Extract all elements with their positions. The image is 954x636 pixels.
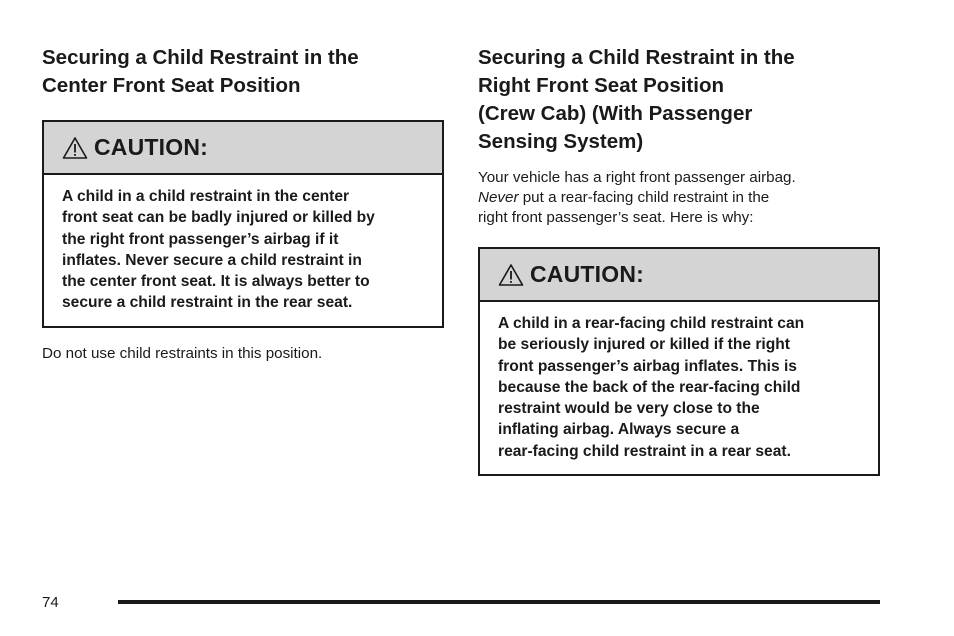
caution-title: CAUTION: bbox=[94, 134, 209, 160]
intro-paragraph bbox=[478, 168, 880, 228]
left-column bbox=[42, 44, 444, 364]
caution-title: CAUTION: bbox=[530, 261, 645, 287]
note-text: Do not use child restraints in this position. bbox=[42, 344, 323, 362]
caution-box-center-seat bbox=[42, 120, 444, 328]
section-heading-center-seat: Securing a Child Restraint in the Center Front Seat Position bbox=[42, 46, 359, 97]
section-heading-right-seat: Securing a Child Restraint in the Right Front Seat Position (Crew Cab) (With Passenger Sensing System) bbox=[478, 46, 795, 153]
footer-rule bbox=[118, 600, 880, 604]
page-number: 74 bbox=[42, 594, 59, 611]
caution-body: A child in a child restraint in the center front seat can be badly injured or killed by the right front passenger’s airbag if it inflates. Never secure a child restraint in the center front seat. It is always better to secure a child restraint in the rear seat. bbox=[62, 188, 375, 312]
intro-emphasis: Never bbox=[478, 189, 519, 206]
caution-header bbox=[44, 122, 442, 175]
page-footer bbox=[42, 593, 880, 613]
intro-line-1: Your vehicle has a right front passenger airbag. bbox=[478, 169, 796, 186]
warning-triangle-icon bbox=[62, 136, 88, 160]
intro-rest: put a rear-facing child restraint in the right front passenger’s seat. Here is why: bbox=[478, 189, 770, 226]
right-column bbox=[478, 44, 880, 476]
caution-body: A child in a rear-facing child restraint can be seriously injured or killed if the right front passenger’s airbag inflates. This is because the back of the rear-facing child restraint would be very close to the inflating airbag. Always secure a rear-facing child restraint in a rear seat. bbox=[498, 315, 805, 460]
warning-triangle-icon bbox=[498, 263, 524, 287]
caution-box-right-seat bbox=[478, 247, 880, 476]
caution-header bbox=[480, 249, 878, 302]
